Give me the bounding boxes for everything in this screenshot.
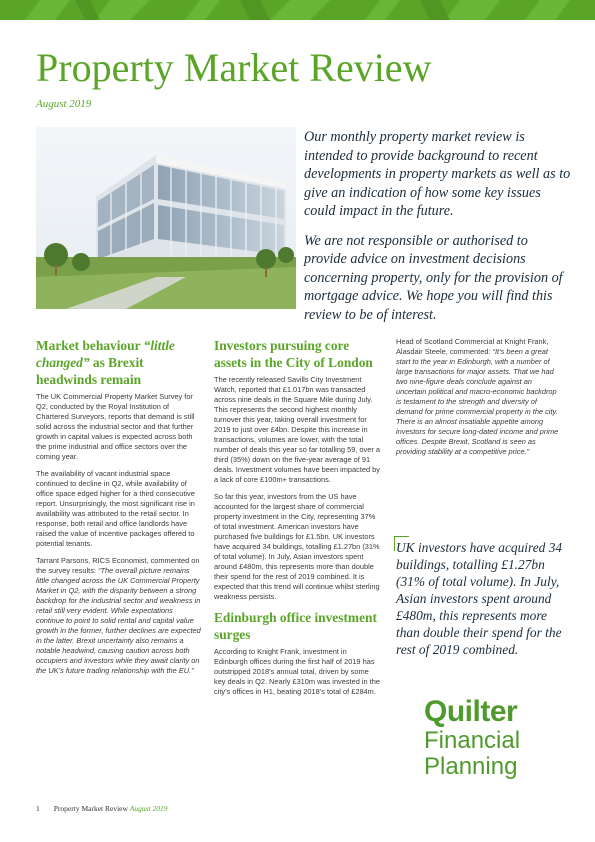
section-heading: Investors pursuing core assets in the City of London: [214, 338, 373, 370]
body-paragraph: According to Knight Frank, investment in Edinburgh offices during the first half of 2019 has outstripped 2018’s annual total, driven by some key deals in Q2. Nearly £310m was invested in the city’s offices in H1, beating 2018’s total of £284m.: [214, 647, 380, 696]
body-paragraph: So far this year, investors from the US have accounted for the largest share of commercial property investment in the City, representing 37% of total investment. American investors have purchased five buildings for £1.5bn. UK investors have acquired 34 buildings, totalling £1.27bn (31% of total volume). In July, Asian investors spent around £480m, this represents more than double their spend for the rest of 2019 combined. It is expected that this trend will continue whilst sterling weakness persists.: [214, 492, 380, 601]
intro-text: [304, 128, 574, 335]
body-paragraph: Head of Scotland Commercial at Knight Frank, Alasdair Steele, commented: “It’s been a great start to the year in Edinburgh, with a number of large transactions for major assets. That we had two nine-figure deals conclude against an uncertain political and macro-economic backdrop is testament to the strength and diversity of demand for prime commercial property in the city. There is an almost insatiable appetite among investors for secure long-dated income and prime offices. Despite Brexit, Scotland is seen as providing stability at a competitive price.”: [396, 337, 559, 456]
section-heading: Edinburgh office investment surges: [214, 610, 377, 642]
pull-quote: UK investors have acquired 34 buildings, totalling £1.27bn (31% of total volume). In July, Asian investors spent around £480m, this represents more than double their spend for the rest of 2019 combined.: [396, 540, 563, 657]
column-1: [36, 337, 202, 683]
header-strip: [0, 0, 595, 20]
quilter-logo: [424, 696, 520, 780]
page-footer: [36, 804, 168, 813]
intro-paragraph: Our monthly property market review is intended to provide background to recent developments in property markets as well as to give an indication of how some key issues could impact in the future.: [304, 129, 571, 219]
logo-line: Quilter: [424, 695, 518, 728]
issue-date: August 2019: [36, 98, 92, 110]
office-building-photo: [36, 127, 296, 309]
column-2: [214, 337, 380, 704]
footer-date: August 2019: [129, 804, 168, 813]
body-paragraph: The recently released Savills City Investment Watch, reported that £1.017bn was transacted across nine deals in the Square Mile during July. This represents the second highest monthly turnover this year, taking overall investment for 2019 to just over £4bn. Despite this increase in transactions, volumes are lower, with the total number of deals this year so far totalling 59, over a third (35%) down on the five-year average of 91 deals. Investment volumes have been impacted by a lack of core £100m+ transactions.: [214, 375, 380, 484]
logo-line: Planning: [424, 753, 518, 780]
body-paragraph: The UK Commercial Property Market Survey for Q2, conducted by the Royal Institution of Chartered Surveyors, reports that demand is still solid across the industrial sector and that further growth in capital values is expected across both the prime industrial and office sectors over the coming year.: [36, 392, 195, 461]
page-title: Property Market Review: [36, 45, 432, 90]
column-3: [396, 337, 562, 464]
body-paragraph: The availability of vacant industrial space continued to decline in Q2, while availability of office space edged higher for a third consecutive report. Unsurprisingly, the most significant rise in availability was attributed to the retail sector. In response, both retail and office landlords have raised the value of incentive packages offered to potential tenants.: [36, 469, 195, 548]
page-number: 1: [36, 804, 40, 813]
intro-paragraph: We are not responsible or authorised to provide advice on investment decisions concerning property, only for the provision of mortgage advice. We hope you will find this review to be of interest.: [304, 232, 563, 323]
body-paragraph: Tarrant Parsons, RICS Economist, commented on the survey results: “The overall picture remains little changed across the UK Commercial Property Market in Q2, with the disparity between a strong backdrop for the industrial sector and weakness in retail still very evident. While expectations continue to point to solid rental and capital value growth in the former, further declines are expected in the latter. Brexit uncertainty also remains a notable headwind, causing caution across both occupiers and investors while they await clarity on the UK’s future trading relationship with the EU.”: [36, 556, 201, 675]
logo-line: Financial: [424, 727, 521, 754]
footer-title: Property Market Review: [53, 804, 128, 813]
section-heading: Market behaviour “little changed” as Brexit headwinds remain: [36, 338, 175, 387]
